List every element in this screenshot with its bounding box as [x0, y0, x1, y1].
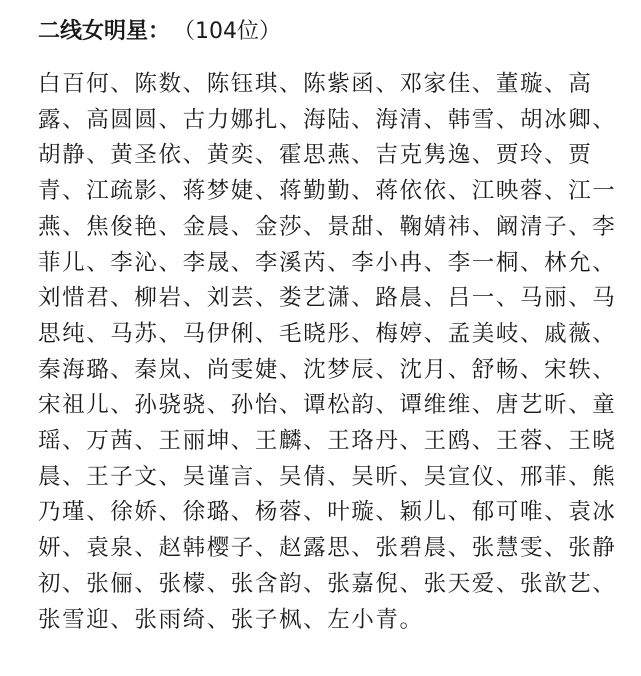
text-line: 菲儿、李沁、李晟、李溪芮、李小冉、李一桐、林允、 — [38, 249, 617, 276]
text-line: 思纯、马苏、马伊俐、毛晓彤、梅婷、孟美岐、戚薇、 — [38, 320, 617, 347]
text-line: 晨、王子文、吴谨言、吴倩、吴昕、吴宣仪、邢菲、熊 — [38, 463, 617, 490]
text-line: 妍、袁泉、赵韩樱子、赵露思、张碧晨、张慧雯、张静 — [38, 535, 617, 562]
text-line: 张雪迎、张雨绮、张子枫、左小青。 — [38, 606, 424, 633]
text-line: 初、张俪、张檬、张含韵、张嘉倪、张天爱、张歆艺、 — [38, 570, 617, 597]
text-line: 宋祖儿、孙骁骁、孙怡、谭松韵、谭维维、唐艺昕、童 — [38, 392, 617, 419]
text-line: 秦海璐、秦岚、尚雯婕、沈梦辰、沈月、舒畅、宋轶、 — [38, 356, 617, 383]
heading-title: 二线女明星： — [38, 19, 171, 44]
text-line: 乃瑾、徐娇、徐璐、杨蓉、叶璇、颖儿、郁可唯、袁冰 — [38, 499, 617, 526]
text-line: 白百何、陈数、陈钰琪、陈紫函、邓家佳、董璇、高 — [38, 71, 593, 97]
text-line: 瑶、万茜、王丽坤、王麟、王珞丹、王鸥、王蓉、王晓 — [38, 428, 617, 455]
name-list — [38, 67, 638, 638]
text-line: 刘惜君、柳岩、刘芸、娄艺潇、路晨、吕一、马丽、马 — [38, 285, 617, 312]
heading-count: （104位） — [184, 19, 282, 44]
text-line: 青、江疏影、蒋梦婕、蒋勤勤、蒋依依、江映蓉、江一 — [38, 178, 617, 205]
text-line: 胡静、黄圣依、黄奕、霍思燕、吉克隽逸、贾玲、贾 — [38, 142, 593, 169]
text-line: 露、高圆圆、古力娜扎、海陆、海清、韩雪、胡冰卿、 — [38, 106, 617, 133]
list-heading — [38, 16, 281, 48]
text-line: 燕、焦俊艳、金晨、金莎、景甜、鞠婧祎、阚清子、李 — [38, 213, 617, 240]
